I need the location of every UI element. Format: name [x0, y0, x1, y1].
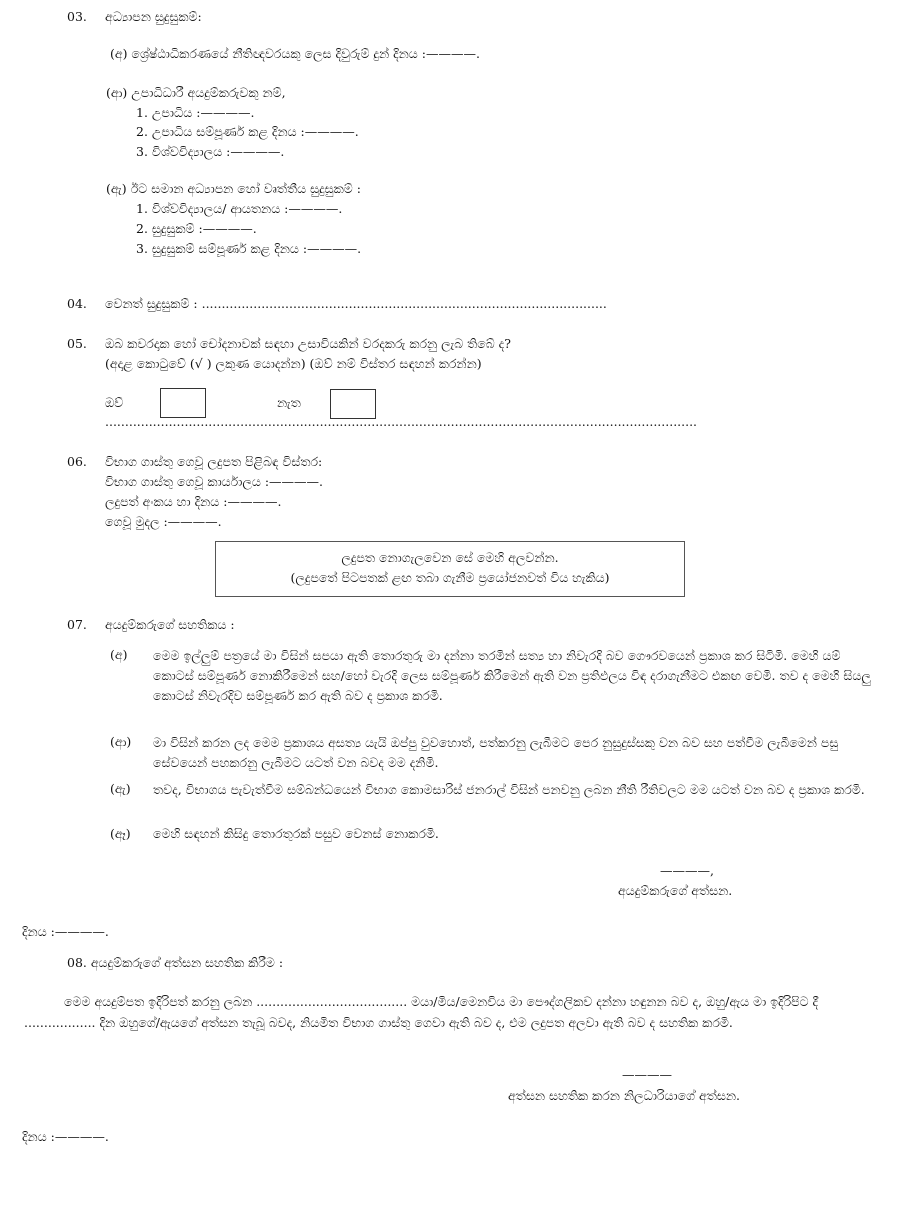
exam-fee-office-field[interactable]: විභාග ගාස්තු ගෙවූ කාර්යාලය :————.: [105, 474, 324, 489]
section-07-number: 07.: [67, 617, 87, 632]
certifier-date-field[interactable]: දිනය :————.: [22, 1129, 109, 1144]
yes-label: ඔව්: [105, 395, 124, 410]
section-06-number: 06.: [67, 454, 87, 469]
receipt-number-date-field[interactable]: ලදුපත් අංකය හා දිනය :————.: [105, 494, 282, 509]
section-03-ae-item-1: 1. විශ්වවිද්‍යාලය/ ආයතනය :————.: [136, 201, 343, 216]
section-03-aa-item-3: 3. විශ්වවිද්‍යාලය :————.: [136, 144, 285, 159]
section-03-aa-title: (ආ) උපාධිධාරී අයදුම්කරුවකු නම්,: [106, 85, 286, 100]
declaration-text-ae: තවද, විභාගය පැවැත්වීම සම්බන්ධයෙන් විභාග කොමසාරිස් ජනරාල් විසින් පනවනු ලබන නීති රීතිවලට මම යටත් වන බව ද ප්‍රකාශ කරමි.: [153, 782, 865, 797]
section-03-ae-item-2: 2. සුදුසුකම් :————.: [136, 221, 257, 236]
attestation-paragraph: මෙම අයදුම්පත ඉදිරිපත් කරනු ලබන ...................................... මයා/මිය/මෙනවිය මා පෞද්ගලිකව දන්නා හඳුනන බව ද, ඔහු/ඇය මා ඉදිරිපිට දී .................. දින ඔහුගේ/ඇයගේ අත්සන තැබූ බවද, නියමිත විභාග ගාස්තු ගෙවා ඇති බව ද, එම ලදුපත අලවා ඇති බව ද සහතික කරමි.: [24, 994, 819, 1030]
section-03-ae-item-3: 3. සුදුසුකම් සම්පූර්ණ කළ දිනය :————.: [136, 241, 362, 256]
amount-paid-field[interactable]: ගෙවූ මුදල :————.: [105, 514, 222, 529]
section-06-title: විභාග ගාස්තු ගෙවූ ලදුපත පිළිබඳ විස්තර:: [105, 454, 323, 469]
declaration-label-aa: (ආ): [110, 734, 132, 749]
receipt-notice-line-1: ලදුපත නොගැලවෙන සේ මෙහි අලවන්න.: [341, 550, 559, 565]
section-03-number: 03.: [67, 9, 87, 24]
section-07-title: අයදුම්කරුගේ සහතිකය :: [105, 617, 235, 632]
declaration-label-a: (අ): [110, 647, 128, 662]
certifier-signature-line[interactable]: ————: [622, 1067, 672, 1082]
section-03-a: (අ) ශ්‍රේෂ්ඨාධිකරණයේ නීතිඥවරයකු ලෙස දිවුරුම් දුන් දිනය :————.: [110, 46, 480, 61]
declaration-text-a: මෙම ඉල්ලුම් පත්‍රයේ මා විසින් සපයා ඇති තොරතුරු මා දන්නා තරමින් සත්‍ය හා නිවැරදි බව ගෞරවයෙන් ප්‍රකාශ කර සිටිමි. මෙහි යම් කොටස් සම්පූර්ණ නොකිරීමෙන් සහ/හෝ වැරදි ලෙස සම්පූර්ණ කිරීමෙන් ඇති වන ප්‍රතිඵලය විඳ දරාගැනීමට එකඟ වෙමි. තව ද මෙහි සියලු කොටස් නිවැරදිව සම්පූර්ණ කර ඇති බව ද ප්‍රකාශ කරමි.: [153, 648, 871, 703]
section-05-details-field[interactable]: .....................................................................................................................................................: [105, 414, 698, 429]
declaration-label-aee: (ඈ): [110, 826, 131, 841]
section-03-title: අධ්‍යාපන සුදුසුකම්:: [105, 9, 202, 24]
section-08-title: 08. අයදුම්කරුගේ අත්සන සහතික කිරීම :: [67, 955, 284, 970]
applicant-date-field[interactable]: දිනය :————.: [22, 924, 109, 939]
declaration-label-ae: (ඇ): [110, 781, 131, 796]
no-label: නැත: [277, 395, 301, 410]
receipt-paste-box: [215, 541, 685, 597]
certifier-signature-label: අත්සන සහතික කරන නිලධාරියාගේ අත්සන.: [508, 1088, 740, 1103]
receipt-notice-line-2: (ලදුපතේ පිටපතක් ළඟ තබා ගැනීම ප්‍රයෝජනවත් විය හැකිය): [290, 570, 610, 585]
section-05-hint: (අදාළ කොටුවේ (√ ) ලකුණ යොදන්න) (ඔව් නම් විස්තර සඳහන් කරන්න): [105, 356, 482, 371]
section-05-question: ඔබ කවරදාක හෝ චෝදනාවක් සඳහා උසාවියකින් වරදකරු කරනු ලැබ තිබේ ද?: [105, 336, 511, 351]
section-03-aa-item-2: 2. උපාධිය සම්පූර්ණ කළ දිනය :————.: [136, 124, 359, 139]
section-04-field[interactable]: වෙනත් සුදුසුකම් : ......................................................................................................: [105, 296, 607, 311]
applicant-signature-label: අයදුම්කරුගේ අත්සන.: [618, 883, 733, 898]
applicant-signature-line[interactable]: ————,: [660, 863, 714, 878]
section-03-aa-item-1: 1. උපාධිය :————.: [136, 105, 255, 120]
declaration-text-aa: මා විසින් කරන ලද මෙම ප්‍රකාශය අසත්‍ය යැයි ඔප්පු වුවහොත්, පත්කරනු ලැබීමට පෙර නුසුදුස්සකු වන බව සහ පත්වීම ලැබීමෙන් පසු සේවයෙන් පහකරනු ලැබීමට යටත් වන බවද මම දනිමි.: [153, 735, 839, 770]
declaration-text-aee: මෙහි සඳහන් කිසිදු තොරතුරක් පසුව වෙනස් නොකරමි.: [153, 826, 439, 841]
section-05-number: 05.: [67, 336, 87, 351]
section-03-ae-title: (ඇ) ඊට සමාන අධ්‍යාපන හෝ වෘත්තීය සුදුසුකම් :: [106, 181, 361, 196]
section-04-number: 04.: [67, 296, 87, 311]
